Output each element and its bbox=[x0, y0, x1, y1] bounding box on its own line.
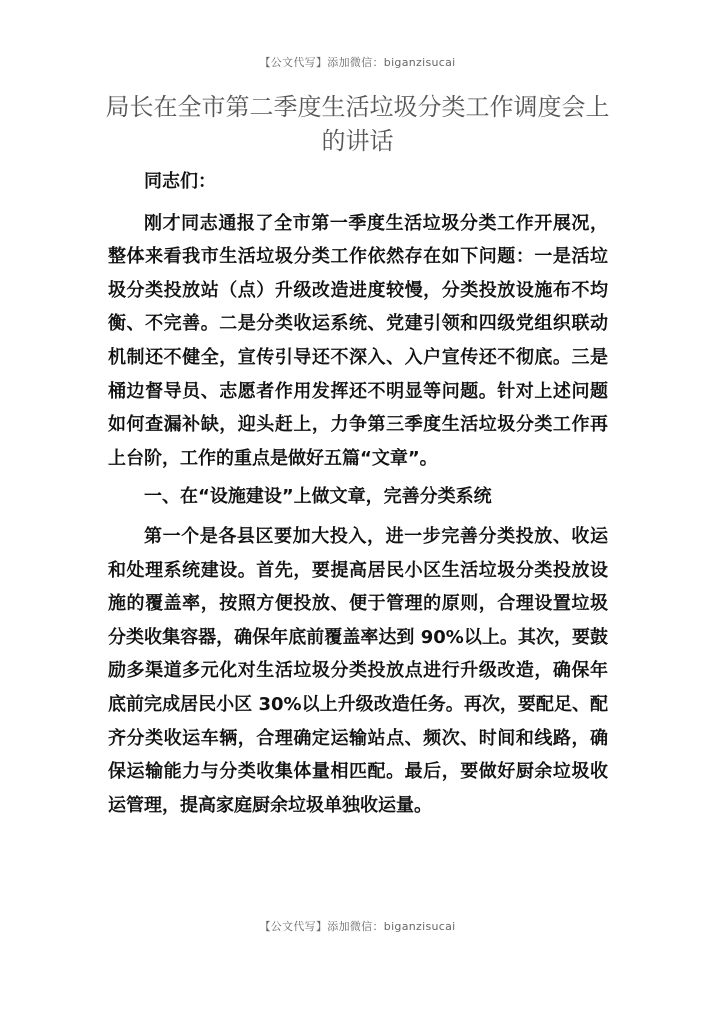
paragraph-section-1: 第一个是各县区要加大投入，进一步完善分类投放、收运和处理系统建设。首先，要提高居民小区生活垃圾分类投放设施的覆盖率，按照方便投放、便于管理的原则，合理设置垃圾分类收集容器，确保年底前覆盖率达到 90%以上。其次，要鼓励多渠道多元化对生活垃圾分类投放点进行升级改造，确保年底前完成居民小区 30%以上升级改造任务。再次，要配足、配齐分类收运车辆，合理确定运输站点、频次、时间和线路，确保运输能力与分类收集体量相匹配。最后，要做好厨余垃圾收运管理，提高家庭厨余垃圾单独收运量。 bbox=[108, 525, 608, 816]
paragraph-intro: 刚才同志通报了全市第一季度生活垃圾分类工作开展况，整体来看我市生活垃圾分类工作依然存在如下问题：一是活垃圾分类投放站（点）升级改造进度较慢，分类投放设施布不均衡、不完善。二是分类收运系统、党建引领和四级党组织联动机制还不健全，宣传引导还不深入、入户宣传还不彻底。三是桶边督导员、志愿者作用发挥还不明显等问题。针对上述问题如何查漏补缺，迎头赶上，力争第三季度生活垃圾分类工作再上台阶，工作的重点是做好五篇“文章”。 bbox=[108, 212, 608, 469]
document-title: 局长在全市第二季度生活垃圾分类工作调度会上的讲话 bbox=[105, 93, 610, 155]
salutation: 同志们： bbox=[144, 171, 216, 192]
document-body bbox=[108, 165, 608, 827]
section-heading-1: 一、在“设施建设”上做文章，完善分类系统 bbox=[144, 486, 492, 508]
footer-watermark-note: 【公文代写】添加微信：biganzisucai bbox=[259, 920, 456, 933]
header-watermark-note: 【公文代写】添加微信：biganzisucai bbox=[259, 56, 456, 69]
